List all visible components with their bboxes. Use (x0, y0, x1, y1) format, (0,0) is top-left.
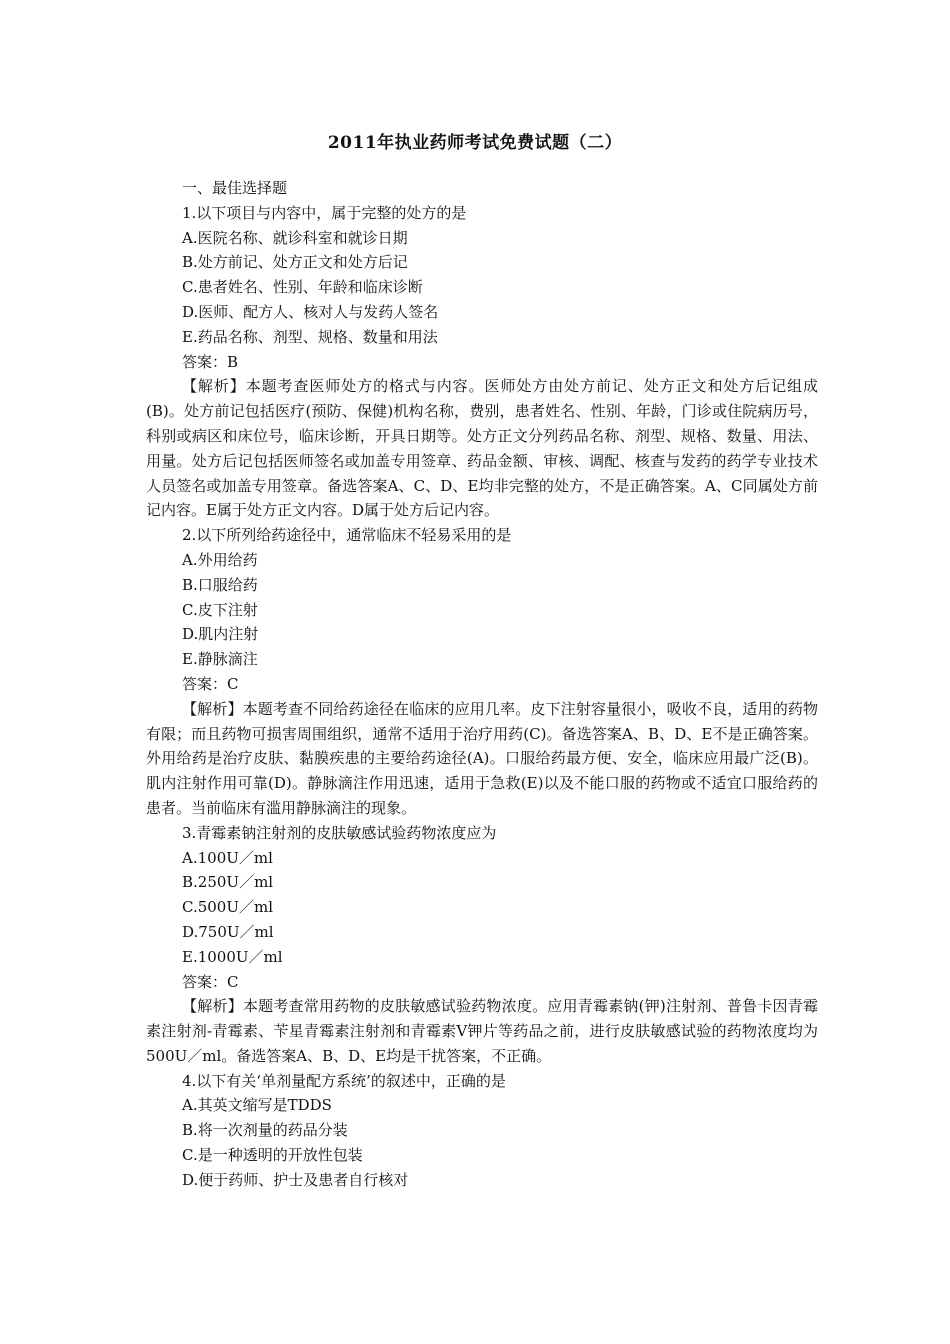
option: B.口服给药 (182, 575, 258, 594)
analysis-paragraph: 【解析】本题考查常用药物的皮肤敏感试验药物浓度。应用青霉素钠(钾)注射剂、普鲁卡因青霉素注射剂-青霉素、苄星青霉素注射剂和青霉素Ⅴ钾片等药品之前，进行皮肤敏感试验的药物浓度均为500U／ml。备选答案A、B、D、E均是干扰答案，不正确。 (146, 997, 818, 1065)
option: B.处方前记、处方正文和处方后记 (182, 253, 408, 272)
question-stem: 2.以下所列给药途径中，通常临床不轻易采用的是 (182, 526, 512, 545)
document-body (146, 176, 818, 1193)
option: A.100U／ml (182, 848, 273, 867)
option: B.将一次剂量的药品分装 (182, 1121, 348, 1140)
question-stem: 4.以下有关‘单剂量配方系统’的叙述中，正确的是 (182, 1071, 506, 1090)
option: A.其英文缩写是TDDS (182, 1096, 332, 1115)
option: C.皮下注射 (182, 600, 258, 619)
answer: 答案：C (182, 972, 239, 991)
option: C.是一种透明的开放性包装 (182, 1146, 363, 1165)
option: E.药品名称、剂型、规格、数量和用法 (182, 327, 438, 346)
option: A.医院名称、就诊科室和就诊日期 (182, 228, 408, 247)
option: C.患者姓名、性别、年龄和临床诊断 (182, 278, 423, 297)
option: A.外用给药 (182, 550, 258, 569)
analysis-paragraph: 【解析】本题考查不同给药途径在临床的应用几率。皮下注射容量很小，吸收不良，适用的药物有限；而且药物可损害周围组织，通常不适用于治疗用药(C)。备选答案A、B、D、E不是正确答案。外用给药是治疗皮肤、黏膜疾患的主要给药途径(A)。口服给药最方便、安全，临床应用最广泛(B)。肌内注射作用可靠(D)。静脉滴注作用迅速，适用于急救(E)以及不能口服的药物或不适宜口服给药的患者。当前临床有滥用静脉滴注的现象。 (146, 699, 818, 817)
question-stem: 3.青霉素钠注射剂的皮肤敏感试验药物浓度应为 (182, 823, 497, 842)
option: D.医师、配方人、核对人与发药人签名 (182, 302, 439, 321)
option: D.便于药师、护士及患者自行核对 (182, 1170, 409, 1189)
option: D.750U／ml (182, 922, 274, 941)
analysis-paragraph: 【解析】本题考查医师处方的格式与内容。医师处方由处方前记、处方正文和处方后记组成(B)。处方前记包括医疗(预防、保健)机构名称，费别，患者姓名、性别、年龄，门诊或住院病历号，科别或病区和床位号，临床诊断，开具日期等。处方正文分列药品名称、剂型、规格、数量、用法、用量。处方后记包括医师签名或加盖专用签章、药品金额、审核、调配、核查与发药的药学专业技术人员签名或加盖专用签章。备选答案A、C、D、E均非完整的处方，不是正确答案。A、C同属处方前记内容。E属于处方正文内容。D属于处方后记内容。 (146, 377, 818, 520)
answer: 答案：B (182, 352, 239, 371)
answer: 答案：C (182, 674, 239, 693)
option: E.静脉滴注 (182, 650, 258, 669)
section-heading: 一、最佳选择题 (182, 179, 288, 197)
option: B.250U／ml (182, 873, 274, 892)
option: C.500U／ml (182, 898, 274, 917)
page-title: 2011年执业药师考试免费试题（二） (327, 133, 623, 153)
option: E.1000U／ml (182, 947, 283, 966)
question-stem: 1.以下项目与内容中，属于完整的处方的是 (182, 203, 467, 222)
option: D.肌内注射 (182, 625, 259, 644)
